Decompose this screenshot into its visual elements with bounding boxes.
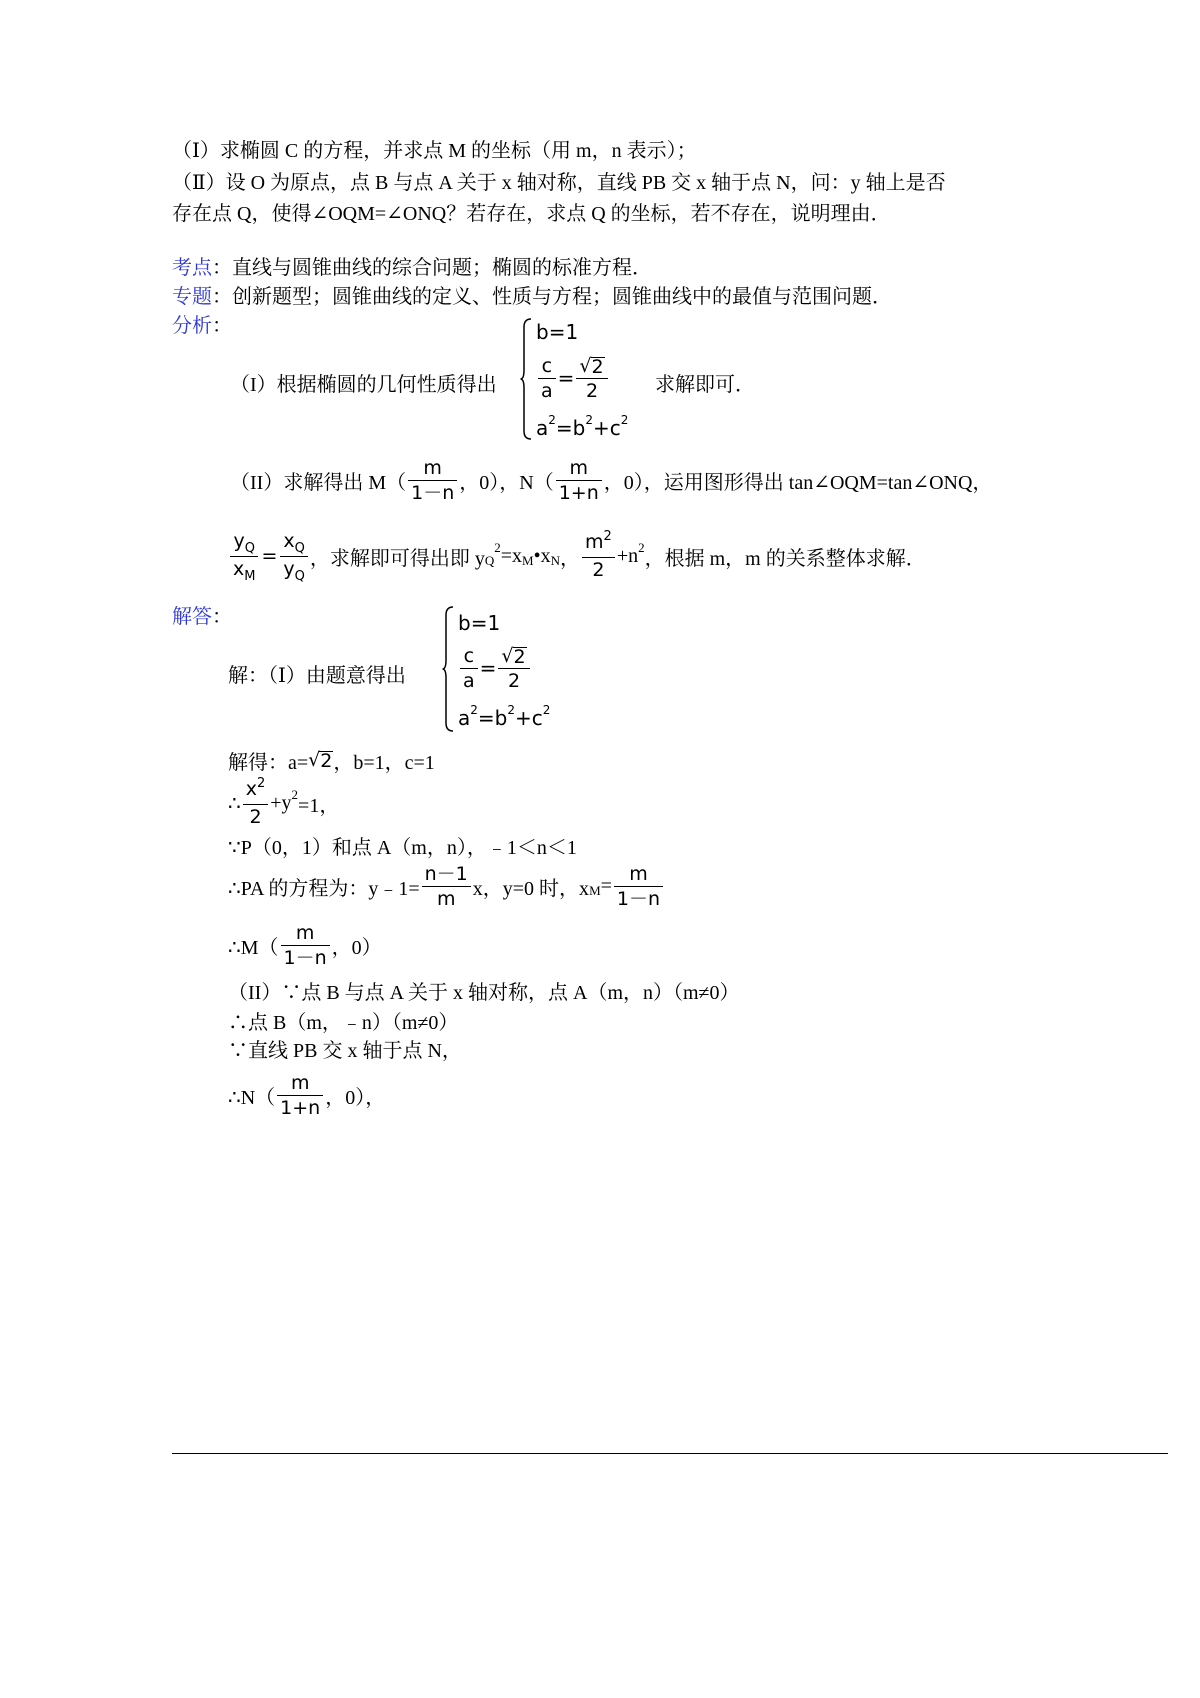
- point-n-text-2: ，0），: [325, 1086, 386, 1109]
- term-a: a: [536, 416, 549, 440]
- line-pa-text-3: =: [600, 874, 612, 897]
- fraction-numerator: m: [290, 1071, 310, 1094]
- fraction-sqrt2-over-2: [498, 645, 529, 692]
- fraction-numerator: [280, 530, 307, 556]
- fraction-numerator: c: [463, 644, 475, 667]
- term-equals-b: =b: [477, 706, 508, 730]
- left-brace-icon: [442, 606, 454, 732]
- subscript: Q: [294, 540, 305, 556]
- equals-sign: =: [479, 656, 497, 680]
- term-a: a: [458, 706, 471, 730]
- fraction-n-minus-1-over-m: [422, 863, 471, 910]
- subscript: N: [550, 553, 561, 568]
- fraction-numerator: [498, 645, 529, 668]
- topic-label: 专题: [172, 285, 212, 308]
- subscript: Q: [484, 553, 495, 568]
- exponent: 2: [548, 413, 556, 427]
- analysis-step-3-text-1: ，求解即可得出即 y: [309, 547, 485, 570]
- term-equals-b: =b: [555, 416, 586, 440]
- ellipse-text-3: =1，: [298, 794, 340, 817]
- fraction-m2-over-2: [582, 531, 615, 581]
- square-root: [501, 645, 526, 667]
- point-n-text-1: ∴N（: [228, 1086, 276, 1109]
- analysis-step-3-text-4: ，: [560, 547, 581, 570]
- ellipse-text-2: +y: [270, 791, 292, 814]
- document-page: （Ⅰ）求椭圆 C 的方程，并求点 M 的坐标（用 m，n 表示）； （Ⅱ）设 O 为原点，点 B 与点 A 关于 x 轴对称，直线 PB 交 x 轴于点 N，问：y 轴上是否 存在点 Q，使得∠OQM=∠ONQ？若存在，求点 Q 的坐标，若不存在，说明理由． 考点 ：直线与圆锥曲线的综合问题；椭圆的标准方程． 专题 ：创新题型；圆锥曲线的定义、性质与方程；圆锥曲线中的最值与范围问题． 分析 ： （I）根据椭圆的几何性质得出 b=1 $\frac{c}{a}$ = √ 2 2 a 2 =b 2 +c 2 求解即可． （II）求解得出 M（ $\frac{m}{1-n}$ ，0），N（ $\frac{m}{1+n}$ ，0），运用图形得出 tan∠OQM=tan∠ONQ， $\frac{y_Q}{x_M}$ = $\frac{x_Q}{y_Q}$ ，求解即可得出即 y Q 2 =x M •x N ， $\frac{m^2}{2}$ +n 2 ，根据 m，m 的关系整体求解． 解答 ： 解：（Ⅰ）由题意得出 b=1 $\frac{c}{a}$ = √ 2 2 a 2 =b 2 +c 2 解得：a= √ 2 ，b=1，c=1 ∴ $\frac{x^2}{2}$ +y 2 =1， ∵P（0，1）和点 A（m，n），﹣1＜n＜1 ∴PA 的方程为：y﹣1= $\frac{n-1}{m}$ x，y=0 时，x M = $\frac{m}{1-n}$ ∴M（ $\frac{m}{1-n}$ ，0） （II）∵点 B 与点 A 关于 x 轴对称，点 A（m，n）（m≠0） ∴点 B（m，﹣n）（m≠0） ∵直线 PB 交 x 轴于点 N， ∴N（ $\frac{m}{1+n}$ ，0），: [0, 0, 1200, 1698]
- fraction-m-over-1-minus-n: [408, 457, 457, 504]
- line-pa-text-2: x，y=0 时，x: [472, 877, 590, 900]
- exponent: 2: [507, 703, 515, 717]
- fraction-m-over-1-minus-n: [281, 922, 330, 969]
- radical-sign: √: [308, 749, 321, 771]
- variable: x: [283, 529, 295, 552]
- analysis-label: 分析: [172, 314, 212, 337]
- fraction-m-over-1-minus-n: [614, 863, 663, 910]
- radical-sign: √: [501, 644, 514, 667]
- key-point-label: 考点: [172, 256, 212, 279]
- subscript: Q: [294, 568, 305, 584]
- analysis-step-3-text-3: •x: [533, 544, 551, 567]
- exponent: 2: [256, 776, 266, 791]
- fraction-m-over-1-plus-n: [556, 457, 602, 504]
- equals-sign: =: [557, 366, 575, 390]
- analysis-colon: ：: [212, 314, 232, 337]
- fraction-numerator: m: [423, 456, 442, 479]
- exponent: 2: [470, 703, 478, 717]
- square-root: [579, 355, 604, 377]
- fraction-m-over-1-plus-n: [277, 1072, 323, 1119]
- exponent: 2: [638, 540, 645, 555]
- footer-divider: [172, 1453, 1168, 1454]
- solution-equation-system: b=1 $\frac{c}{a}$ = √ 2 2 a 2 =b 2 +c 2: [442, 606, 602, 732]
- exponent: 2: [291, 787, 299, 802]
- subscript: M: [589, 883, 601, 898]
- exponent: 2: [494, 540, 501, 555]
- line-pa-text-1: ∴PA 的方程为：y﹣1=: [228, 877, 420, 900]
- fraction-denominator: 2: [576, 378, 607, 402]
- radicand: 2: [320, 750, 333, 772]
- fraction-numerator: m: [569, 456, 588, 479]
- variable: x: [245, 778, 257, 800]
- solution-label: 解答: [172, 605, 212, 628]
- topic-text: ：创新题型；圆锥曲线的定义、性质与方程；圆锥曲线中的最值与范围问题．: [212, 285, 892, 308]
- fraction-xq-over-yq: [280, 530, 307, 583]
- fraction-numerator: c: [541, 354, 553, 377]
- radical-sign: √: [579, 354, 592, 377]
- analysis-step-3-text-5: +n: [616, 544, 639, 567]
- fraction-denominator: [280, 556, 307, 583]
- fraction-denominator: 2: [582, 557, 615, 581]
- therefore-symbol: ∴: [228, 792, 241, 815]
- solution-colon: ：: [212, 605, 232, 628]
- subscript: Q: [244, 540, 255, 556]
- exponent: 2: [585, 413, 593, 427]
- fraction-c-over-a: [460, 645, 478, 692]
- solution-values-text-1: 解得：a=: [228, 751, 309, 774]
- fraction-denominator: 1－n: [408, 480, 457, 504]
- fraction-numerator: m: [629, 862, 648, 885]
- fraction-numerator: [582, 531, 615, 557]
- fraction-x2-over-2: [243, 778, 269, 828]
- fraction-numerator: m: [295, 921, 315, 944]
- fraction-denominator: 1+n: [277, 1095, 323, 1119]
- equals-sign: =: [261, 545, 278, 567]
- analysis-step-3-text-6: ，根据 m，m 的关系整体求解．: [644, 547, 926, 570]
- fraction-denominator: 1+n: [556, 480, 602, 504]
- variable: m: [585, 531, 604, 553]
- fraction-denominator: m: [422, 886, 471, 910]
- term-plus-c: +c: [593, 416, 621, 440]
- solution-values-text-2: ，b=1，c=1: [333, 751, 435, 774]
- left-brace-icon: [520, 318, 532, 440]
- point-m-text-2: ，0）: [331, 936, 382, 959]
- exponent: 2: [542, 703, 551, 717]
- fraction-sqrt2-over-2: [576, 355, 607, 402]
- subscript: M: [522, 553, 534, 568]
- point-m-text-1: ∴M（: [228, 936, 279, 959]
- square-root: [308, 749, 333, 771]
- exponent: 2: [603, 529, 612, 544]
- analysis-step-3-text-2: =x: [500, 544, 523, 567]
- fraction-numerator: [230, 530, 258, 556]
- radicand: 2: [591, 355, 604, 378]
- radicand: 2: [513, 645, 526, 668]
- key-point-text: ：直线与圆锥曲线的综合问题；椭圆的标准方程．: [212, 256, 652, 279]
- analysis-step-2-text-1: （II）求解得出 M（: [230, 471, 407, 494]
- fraction-denominator: a: [538, 378, 556, 402]
- fraction-numerator: [576, 355, 607, 378]
- fraction-denominator: 2: [498, 668, 529, 692]
- fraction-numerator: [243, 778, 269, 804]
- subscript: M: [244, 568, 256, 584]
- term-plus-c: +c: [515, 706, 543, 730]
- variable: x: [233, 557, 245, 580]
- variable: y: [233, 529, 245, 552]
- fraction-denominator: 2: [243, 804, 269, 828]
- fraction-denominator: a: [460, 668, 478, 692]
- analysis-equation-system: b=1 $\frac{c}{a}$ = √ 2 2 a 2 =b 2 +c 2: [520, 318, 680, 440]
- fraction-denominator: [230, 556, 258, 583]
- exponent: 2: [620, 413, 629, 427]
- fraction-denominator: 1－n: [281, 945, 330, 969]
- analysis-step-2-text-3: ，0），运用图形得出 tan∠OQM=tan∠ONQ，: [603, 471, 993, 494]
- fraction-numerator: n－1: [424, 862, 468, 885]
- fraction-c-over-a: [538, 355, 556, 402]
- fraction-denominator: 1－n: [614, 886, 663, 910]
- variable: y: [283, 557, 295, 580]
- fraction-yq-over-xm: [230, 530, 258, 583]
- analysis-step-2-text-2: ，0），N（: [459, 471, 554, 494]
